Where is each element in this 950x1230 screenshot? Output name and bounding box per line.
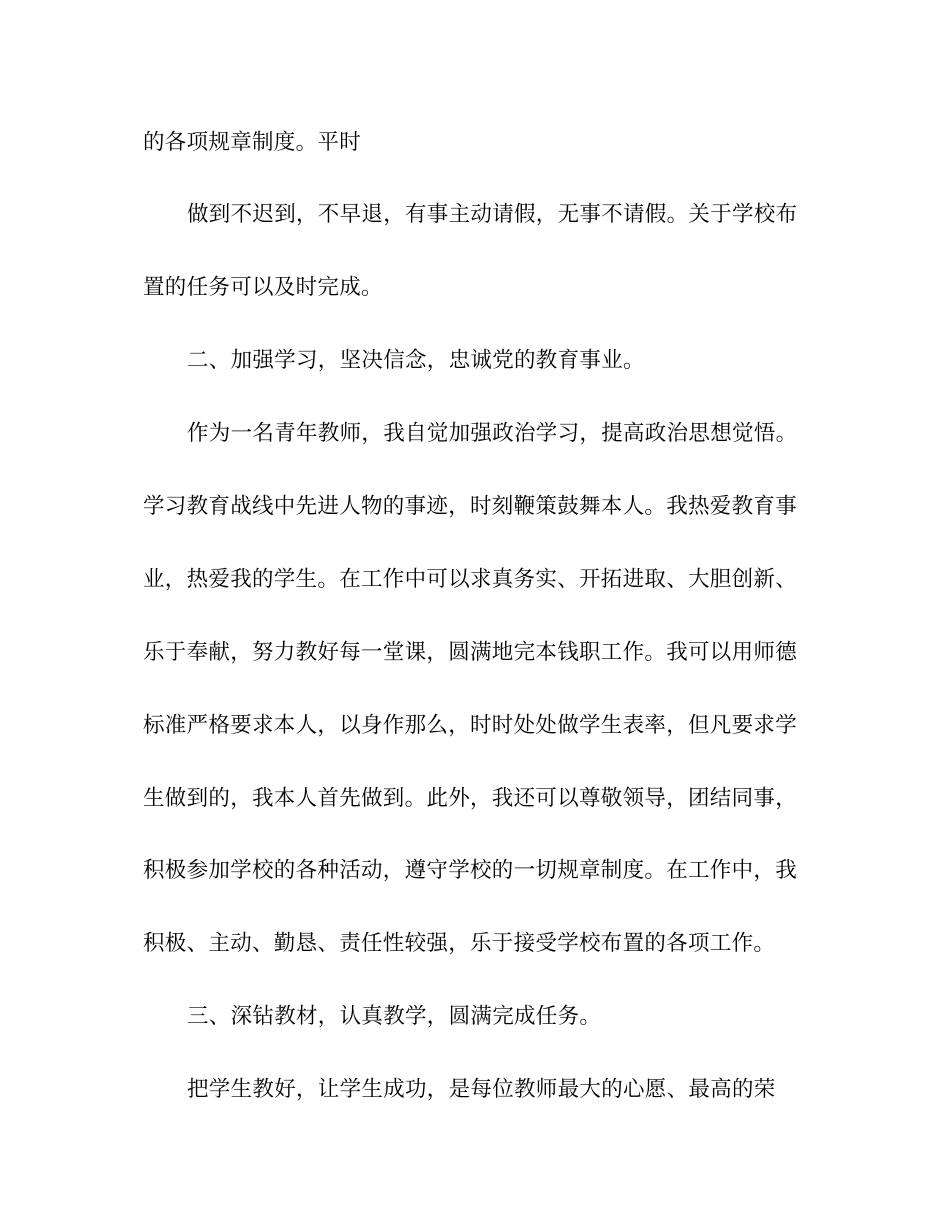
text-line: 学习教育战线中先进人物的事迹，时刻鞭策鼓舞本人。我热爱教育事 xyxy=(143,494,798,519)
section-heading: 三、深钻教材，认真教学，圆满完成任务。 xyxy=(187,1004,602,1029)
text-line: 生做到的，我本人首先做到。此外，我还可以尊敬领导，团结同事， xyxy=(143,786,798,811)
text-line: 业，热爱我的学生。在工作中可以求真务实、开拓进取、大胆创新、 xyxy=(143,567,798,592)
text-line: 乐于奉献，努力教好每一堂课，圆满地完本钱职工作。我可以用师德 xyxy=(143,640,798,665)
text-line: 的各项规章制度。平时 xyxy=(143,130,362,155)
text-line: 积极、主动、勤恳、责任性较强，乐于接受学校布置的各项工作。 xyxy=(143,931,776,956)
text-line: 标准严格要求本人，以身作那么，时时处处做学生表率，但凡要求学 xyxy=(143,713,798,738)
text-line: 置的任务可以及时完成。 xyxy=(143,275,383,300)
text-line: 积极参加学校的各种活动，遵守学校的一切规章制度。在工作中，我 xyxy=(143,858,798,883)
paragraph-line: 把学生教好，让学生成功，是每位教师最大的心愿、最高的荣 xyxy=(187,1077,776,1102)
paragraph-line: 作为一名青年教师，我自觉加强政治学习，提高政治思想觉悟。 xyxy=(187,421,798,446)
section-heading: 二、加强学习，坚决信念，忠诚党的教育事业。 xyxy=(187,348,645,373)
paragraph-line: 做到不迟到，不早退，有事主动请假，无事不请假。关于学校布 xyxy=(187,202,798,227)
